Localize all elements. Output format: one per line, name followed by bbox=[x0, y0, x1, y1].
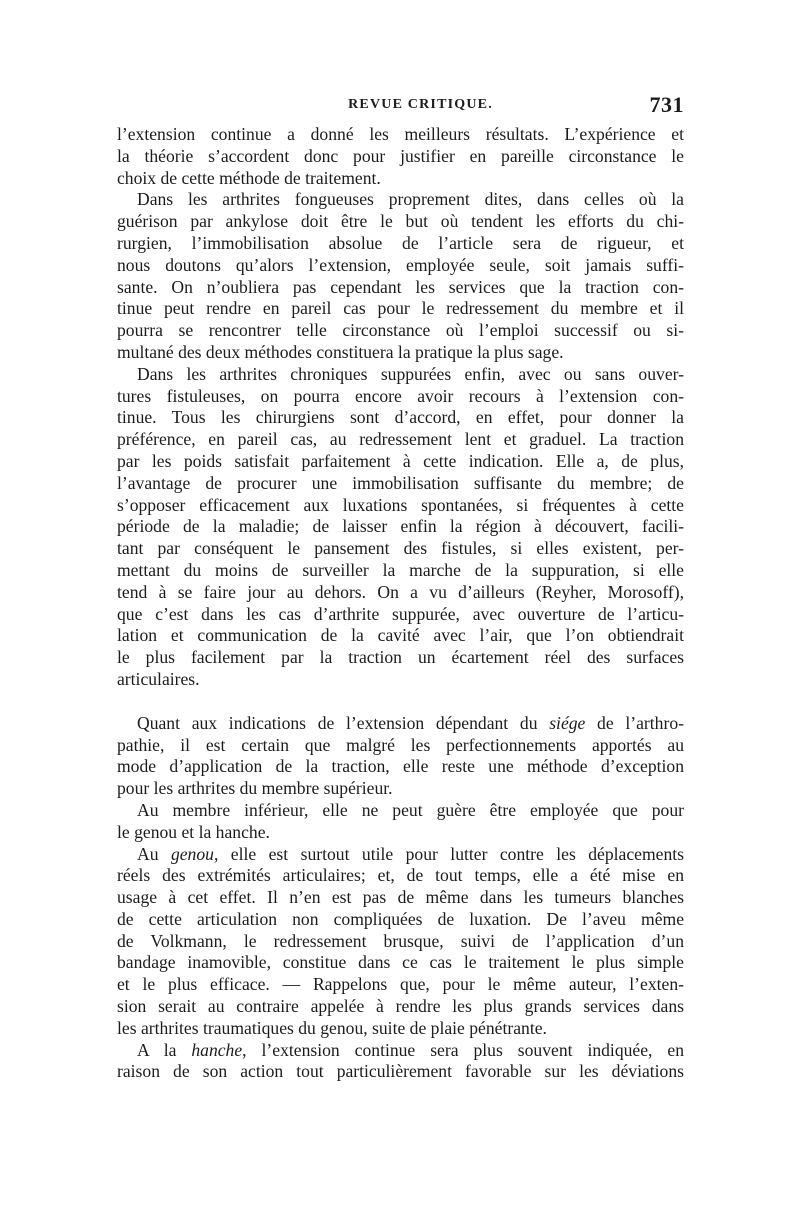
text-line: tinue. Tous les chirurgiens sont d’accord, en effet, pour donner la bbox=[117, 407, 684, 428]
running-title: REVUE CRITIQUE. bbox=[348, 97, 493, 112]
text-fragment: Quant aux indications de l’extension dépendant du bbox=[137, 712, 550, 733]
emphasis-siege: siége bbox=[549, 712, 586, 733]
running-head bbox=[117, 92, 684, 122]
paragraph-7 bbox=[117, 1040, 684, 1084]
text-fragment: de l’arthro- bbox=[585, 712, 684, 733]
paragraph-5 bbox=[117, 800, 684, 844]
text-fragment: A la bbox=[137, 1039, 192, 1060]
text-line: rurgien, l’immobilisation absolue de l’article sera de rigueur, et bbox=[117, 232, 684, 253]
text-line: préférence, en pareil cas, au redressement lent et graduel. La traction bbox=[117, 429, 684, 450]
text-line: mettant du moins de surveiller la marche de la suppuration, si elle bbox=[117, 559, 684, 580]
text-line: tend à se faire jour au dehors. On a vu d’ailleurs (Reyher, Morosoff), bbox=[117, 581, 684, 602]
paragraph-6 bbox=[117, 844, 684, 1040]
text-line: par les poids satisfait parfaitement à cette indication. Elle a, de plus, bbox=[117, 450, 684, 471]
book-page bbox=[117, 92, 684, 1083]
text-line bbox=[117, 713, 684, 735]
text-line: articulaires. bbox=[117, 668, 200, 689]
text-line: mode d’application de la traction, elle reste une méthode d’exception bbox=[117, 756, 684, 777]
text-fragment: , elle est surtout utile pour lutter contre les déplacements bbox=[213, 843, 684, 864]
text-line bbox=[117, 1040, 684, 1062]
text-line: pour les arthrites du membre supérieur. bbox=[117, 778, 393, 799]
text-line: pourra se rencontrer telle circonstance où l’emploi successif ou si- bbox=[117, 320, 684, 341]
text-line: Au membre inférieur, elle ne peut guère être employée que pour bbox=[137, 799, 684, 820]
emphasis-genou: genou bbox=[170, 843, 214, 864]
text-line bbox=[117, 844, 684, 866]
text-line: nous doutons qu’alors l’extension, employée seule, soit jamais suffi- bbox=[117, 254, 684, 275]
text-line: réels des extrémités articulaires; et, de tout temps, elle a été mise en bbox=[117, 865, 684, 886]
text-line: s’opposer efficacement aux luxations spontanées, si fréquentes à cette bbox=[117, 494, 684, 515]
text-line: la théorie s’accordent donc pour justifier en pareille circonstance le bbox=[117, 145, 684, 166]
page-number: 731 bbox=[649, 92, 684, 117]
text-line: période de la maladie; de laisser enfin la région à découvert, facili- bbox=[117, 516, 684, 537]
paragraph-3 bbox=[117, 364, 684, 691]
text-line: l’avantage de procurer une immobilisation suffisante du membre; de bbox=[117, 472, 684, 493]
text-line: tant par conséquent le pansement des fistules, si elles existent, per- bbox=[117, 538, 684, 559]
text-line: l’extension continue a donné les meilleurs résultats. L’expérience et bbox=[117, 124, 684, 144]
text-line: les arthrites traumatiques du genou, suite de plaie pénétrante. bbox=[117, 1017, 547, 1038]
text-line: usage à cet effet. Il n’en est pas de même dans les tumeurs blanches bbox=[117, 887, 684, 908]
text-fragment: Au bbox=[137, 843, 171, 864]
text-line: pathie, il est certain que malgré les perfectionnements apportés au bbox=[117, 734, 684, 755]
text-line: tures fistuleuses, on pourra encore avoir recours à l’extension con- bbox=[117, 385, 684, 406]
paragraph-4 bbox=[117, 713, 684, 800]
text-line: Dans les arthrites chroniques suppurées enfin, avec ou sans ouver- bbox=[137, 363, 684, 384]
paragraph-1 bbox=[117, 124, 684, 189]
text-line: et le plus efficace. — Rappelons que, pour le même auteur, l’exten- bbox=[117, 974, 684, 995]
text-line: sante. On n’oubliera pas cependant les services que la traction con- bbox=[117, 276, 684, 297]
text-line: lation et communication de la cavité avec l’air, que l’on obtiendrait bbox=[117, 625, 684, 646]
paragraph-2 bbox=[117, 189, 684, 363]
text-fragment: , l’extension continue sera plus souvent indiquée, en bbox=[242, 1039, 684, 1060]
text-line: Dans les arthrites fongueuses proprement dites, dans celles où la bbox=[137, 189, 684, 210]
text-line: multané des deux méthodes constituera la pratique la plus sage. bbox=[117, 341, 564, 362]
text-line: tinue peut rendre en pareil cas pour le redressement du membre et il bbox=[117, 298, 684, 319]
text-line: bandage inamovible, constitue dans ce cas le traitement le plus simple bbox=[117, 952, 684, 973]
text-line: le genou et la hanche. bbox=[117, 821, 270, 842]
text-line: guérison par ankylose doit être le but où tendent les efforts du chi- bbox=[117, 211, 684, 232]
text-line: de cette articulation non compliquées de luxation. De l’aveu même bbox=[117, 908, 684, 929]
text-line: choix de cette méthode de traitement. bbox=[117, 167, 381, 188]
text-line: sion serait au contraire appelée à rendre les plus grands services dans bbox=[117, 996, 684, 1017]
text-line: de Volkmann, le redressement brusque, suivi de l’application d’un bbox=[117, 930, 684, 951]
text-line: que c’est dans les cas d’arthrite suppurée, avec ouverture de l’articu- bbox=[117, 603, 684, 624]
emphasis-hanche: hanche bbox=[191, 1039, 243, 1060]
text-line: le plus facilement par la traction un écartement réel des surfaces bbox=[117, 647, 684, 668]
text-line: raison de son action tout particulièrement favorable sur les déviations bbox=[117, 1061, 684, 1082]
